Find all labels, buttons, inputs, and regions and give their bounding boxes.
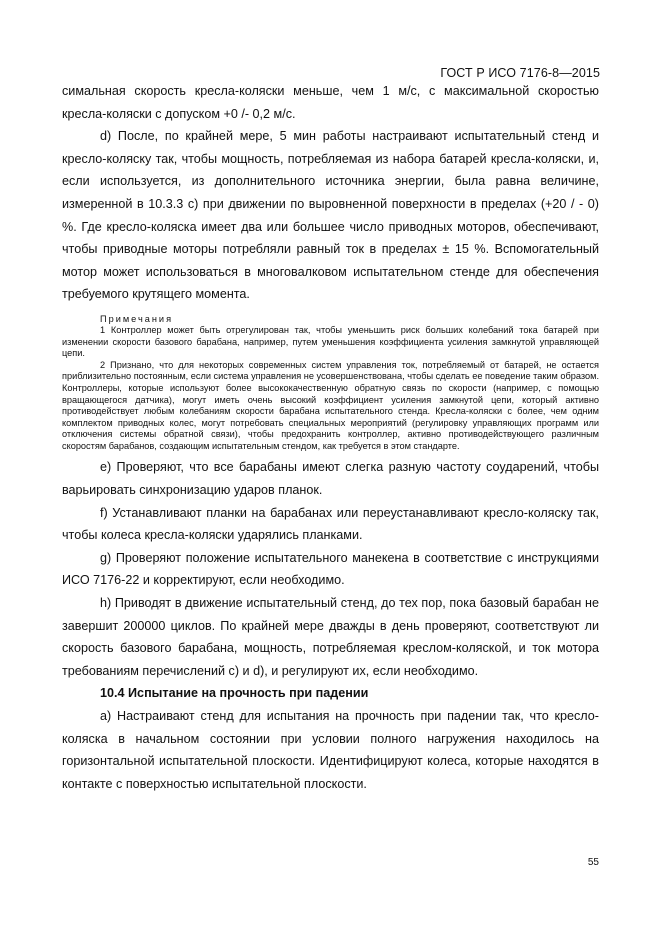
- notes-block: [62, 314, 599, 453]
- notes-heading: Примечания: [100, 313, 174, 324]
- section-title: 10.4 Испытание на прочность при падении: [100, 686, 369, 701]
- page-number: 55: [587, 857, 599, 868]
- paragraph-item-g: g) Проверяют положение испытательного манекена в соответствие с инструкциями ИСО 7176-22 и корректируют, если необходимо.: [62, 550, 599, 588]
- page-content: [62, 80, 599, 795]
- paragraph-item-h: h) Приводят в движение испытательный стенд, до тех пор, пока базовый барабан не завершит 200000 циклов. По крайней мере дважды в день проверяют, соответствуют ли скорость базового барабана, мощность, потребляемая креслом-коляской, и ток мотора требованиям перечислений c) и d), и регулируют их, если необходимо.: [62, 596, 599, 678]
- paragraph-item-f: f) Устанавливают планки на барабанах или переустанавливают кресло-коляску так, чтобы колеса кресла-коляски ударялись планками.: [62, 505, 599, 543]
- paragraph-continuation: симальная скорость кресла-коляски меньше, чем 1 м/с, с максимальной скоростью кресла-коляски с допуском +0 /- 0,2 м/с.: [62, 84, 599, 121]
- section-paragraph-a: a) Настраивают стенд для испытания на прочность при падении так, что кресло-коляска в начальном состоянии при условии полного нагружения находилось на горизонтальной испытательной плоскости. Идентифицируют колеса, которые находятся в контакте с поверхностью испытательной плоскости.: [62, 709, 599, 791]
- note-2: 2 Признано, что для некоторых современных систем управления ток, потребляемый от батарей, не остается приблизительно постоянным, если система управления не усовершенствована, чтобы сделать ее поведение таким образом. Контроллеры, которые используют более высококачественную обратную связь по скорости (например, с помощью вращающегося датчика), могут иметь очень высокий коэффициент усиления замкнутой цепи, который активно противодействует любым колебаниям скорости барабана испытательного стенда. Кресла-коляски с более, чем одним комплектом приводных колес, могут потребовать специальных мероприятий (регулировку управляющих программ или отключения системы обратной связи), чтобы предохранить контроллер, активно противодействующего различным скоростям барабанов, создающим испытательным стендом, как требуется в этом стандарте.: [62, 359, 599, 451]
- paragraph-item-e: e) Проверяют, что все барабаны имеют слегка разную частоту соударений, чтобы варьировать синхронизацию ударов планок.: [62, 460, 599, 498]
- note-1: 1 Контроллер может быть отрегулирован так, чтобы уменьшить риск больших колебаний тока батарей при изменении скорости базового барабана, например, путем уменьшения коэффициента усиления замкнутой управляющей цепи.: [62, 324, 599, 359]
- document-header: ГОСТ Р ИСО 7176-8—2015: [440, 66, 600, 80]
- paragraph-item-d: d) После, по крайней мере, 5 мин работы настраивают испытательный стенд и кресло-коляску так, чтобы мощность, потребляемая из набора батарей кресла-коляски, и, если используется, из дополнительного источника энергии, была равна величине, измеренной в 10.3.3 c) при движении по выровненной поверхности в пределах (+20 / - 0) %. Где кресло-коляска имеет два или большее число приводных моторов, обеспечивают, чтобы приводные моторы потребляли равный ток в пределах ± 15 %. Вспомогательный мотор может использоваться в многовалковом испытательном стенде для обеспечения требуемого крутящего момента.: [62, 129, 599, 302]
